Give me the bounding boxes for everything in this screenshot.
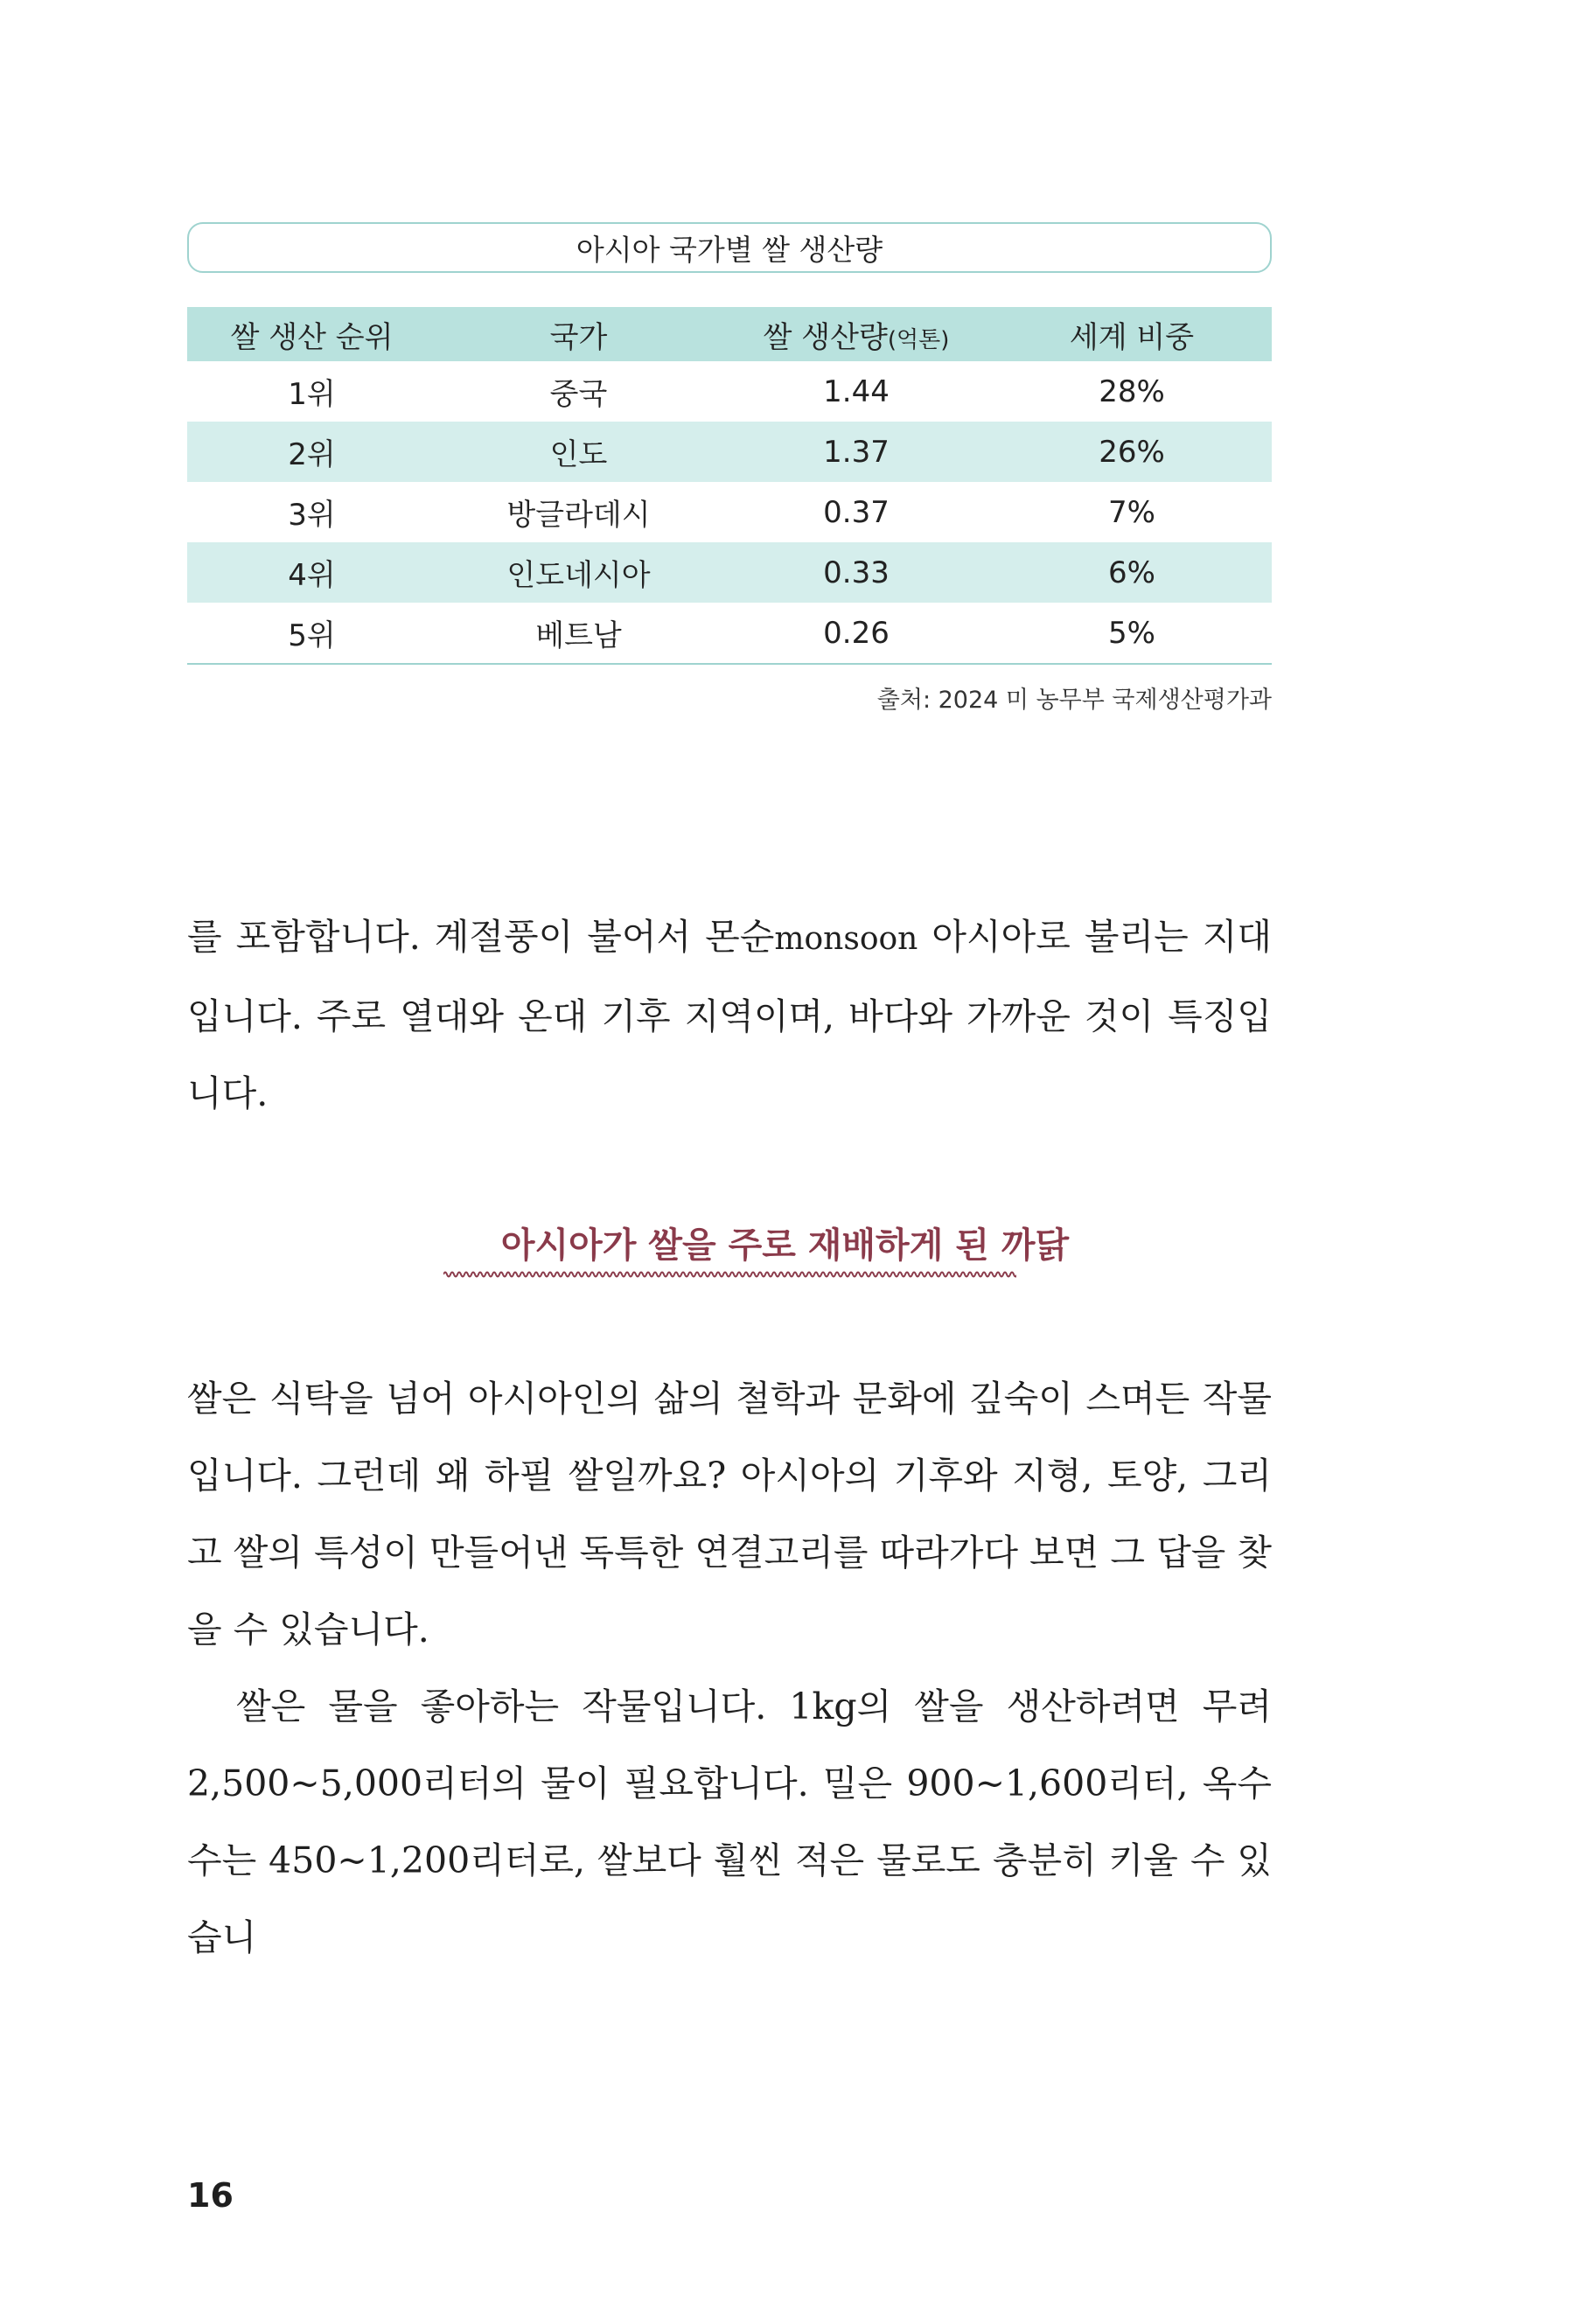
- page-number: 16: [187, 2176, 234, 2215]
- intro-latin-term: monsoon: [774, 921, 918, 957]
- cell-production: 0.33: [721, 542, 992, 603]
- header-share: 세계 비중: [992, 307, 1272, 361]
- cell-share: 6%: [992, 542, 1272, 603]
- table-row: [187, 603, 1272, 664]
- intro-text-part2: 아시아로 불리는 지대입니다. 주로 열대와 온대 기후 지역이며, 바다와 가까운 것이 특징입니다.: [187, 916, 1272, 1114]
- cell-production: 0.26: [721, 603, 992, 664]
- cell-rank: 4위: [187, 542, 436, 603]
- table-row: [187, 361, 1272, 422]
- cell-production: 1.37: [721, 422, 992, 482]
- section-heading: 아시아가 쌀을 주로 재배하게 된 까닭: [500, 1225, 1070, 1266]
- table-row: [187, 542, 1272, 603]
- table-header-row: [187, 307, 1272, 361]
- intro-paragraph: [187, 898, 1272, 1132]
- body-paragraph: 쌀은 물을 좋아하는 작물입니다. 1kg의 쌀을 생산하려면 무려 2,500~5,000리터의 물이 필요합니다. 밀은 900~1,600리터, 옥수수는 450~1,200리터로, 쌀보다 훨씬 적은 물로도 충분히 키울 수 있습니: [187, 1685, 1272, 1958]
- cell-country: 중국: [549, 377, 608, 412]
- table-row: [187, 422, 1272, 482]
- cell-production: 1.44: [823, 373, 890, 409]
- cell-production: 0.37: [823, 494, 890, 530]
- header-production: [721, 307, 992, 361]
- cell-country: 인도네시아: [436, 542, 721, 603]
- cell-share: 26%: [992, 422, 1272, 482]
- section-body: [187, 1360, 1272, 1976]
- header-production-unit: (억톤): [887, 326, 950, 353]
- cell-country: 베트남: [436, 603, 721, 664]
- body-paragraph: 쌀은 식탁을 넘어 아시아인의 삶의 철학과 문화에 깊숙이 스며든 작물입니다. 그런데 왜 하필 쌀일까요? 아시아의 기후와 지형, 토양, 그리고 쌀의 특성이 만들어낸 독특한 연결고리를 따라가다 보면 그 답을 찾을 수 있습니다.: [187, 1378, 1272, 1651]
- table-row: [187, 482, 1272, 542]
- header-production-label: 쌀 생산량: [763, 319, 888, 355]
- table-caption: 아시아 국가별 쌀 생산량: [187, 222, 1272, 273]
- heading-wave-underline: [443, 1268, 1016, 1281]
- rice-production-table: [187, 307, 1272, 665]
- cell-country: 방글라데시: [506, 498, 651, 533]
- intro-text-part1: 를 포함합니다. 계절풍이 불어서 몬순: [187, 916, 775, 958]
- cell-rank: 1위: [288, 377, 336, 412]
- cell-share: 5%: [992, 603, 1272, 664]
- cell-share: 28%: [1099, 373, 1165, 409]
- header-country: 국가: [436, 307, 721, 361]
- table-source-note: 출처: 2024 미 농무부 국제생산평가과: [876, 687, 1272, 714]
- cell-rank: 3위: [288, 498, 336, 533]
- cell-rank: 2위: [187, 422, 436, 482]
- header-rank: 쌀 생산 순위: [187, 307, 436, 361]
- cell-country: 인도: [436, 422, 721, 482]
- cell-rank: 5위: [187, 603, 436, 664]
- cell-share: 7%: [1108, 494, 1155, 530]
